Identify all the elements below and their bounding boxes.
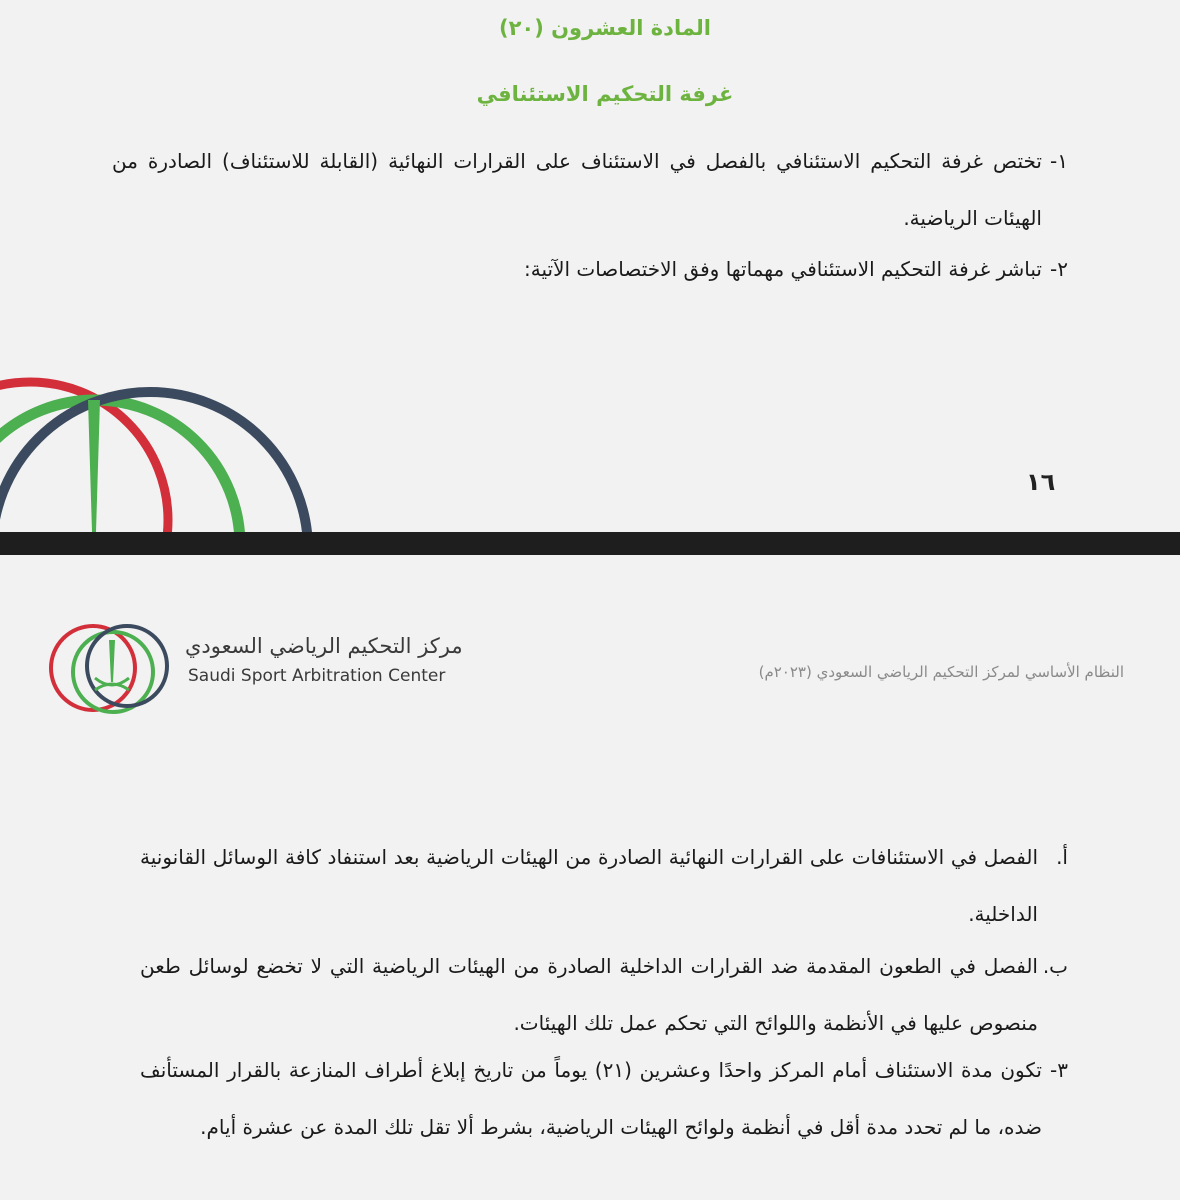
clause-number: ١-: [1050, 149, 1068, 173]
logo-palm-icon: [109, 640, 115, 682]
page-divider: [0, 532, 1180, 555]
clause-text: تباشر غرفة التحكيم الاستئنافي مهماتها وفق الاختصاصات الآتية:: [524, 257, 1042, 281]
clause-number: ٢-: [1050, 257, 1068, 281]
document-title: النظام الأساسي لمركز التحكيم الرياضي السعودي (٢٠٢٣م): [758, 663, 1124, 681]
sword-blade: [88, 400, 100, 532]
item-marker: أ.: [1056, 845, 1068, 869]
decorative-arcs-logo: [0, 360, 330, 532]
item-text: الفصل في الاستئنافات على القرارات النهائية الصادرة من الهيئات الرياضية بعد استنفاد كافة الوسائل القانونية الداخلية.: [140, 845, 1038, 926]
logo-arabic-name: مركز التحكيم الرياضي السعودي: [185, 634, 463, 658]
item-marker: ب.: [1042, 954, 1068, 978]
item-marker: ٣-: [1050, 1058, 1068, 1082]
clause-text: تختص غرفة التحكيم الاستئنافي بالفصل في الاستئناف على القرارات النهائية (القابلة للاستئناف) الصادرة من الهيئات الرياضية.: [112, 149, 1042, 230]
item-text: الفصل في الطعون المقدمة ضد القرارات الداخلية الصادرة من الهيئات الرياضية التي لا تخضع لوسائل طعن منصوص عليها في الأنظمة واللوائح التي تحكم عمل تلك الهيئات.: [140, 954, 1038, 1035]
top-page: [0, 0, 1180, 532]
ssac-logo-icon: [45, 620, 185, 716]
logo-english-name: Saudi Sport Arbitration Center: [188, 666, 446, 686]
page-number: ١٦: [1026, 468, 1056, 496]
item-text: تكون مدة الاستئناف أمام المركز واحدًا وعشرين (٢١) يوماً من تاريخ إبلاغ أطراف المنازعة بالقرار المستأنف ضده، ما لم تحدد مدة أقل في أنظمة ولوائح الهيئات الرياضية، بشرط ألا تقل تلك المدة عن عشرة أيام.: [140, 1058, 1042, 1139]
section-title: غرفة التحكيم الاستئنافي: [476, 82, 734, 106]
article-title: المادة العشرون (٢٠): [498, 16, 712, 40]
